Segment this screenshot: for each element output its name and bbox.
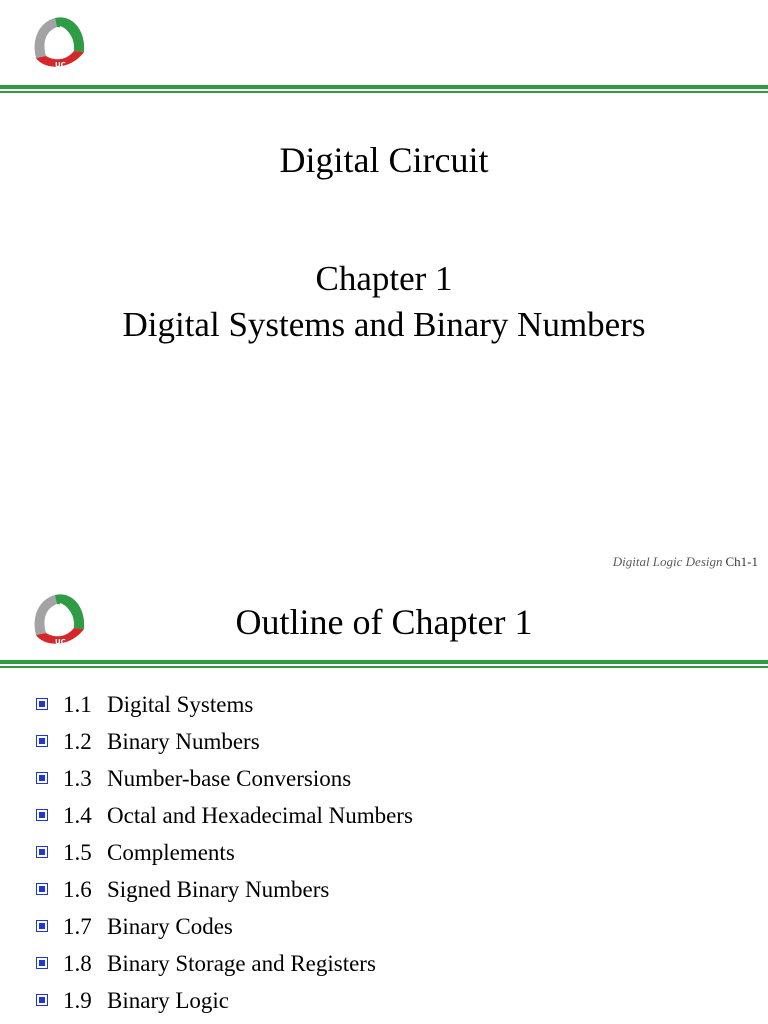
header-rule-thick [0, 85, 768, 89]
list-item [0, 723, 768, 760]
square-bullet-icon [36, 846, 48, 858]
university-logo [28, 14, 88, 72]
list-item [0, 871, 768, 908]
square-bullet-icon [36, 809, 48, 821]
section-number: 1.3 [63, 766, 92, 791]
list-item [0, 834, 768, 871]
section-number: 1.6 [63, 877, 92, 902]
square-bullet-icon [36, 920, 48, 932]
header-rule-thin [0, 91, 768, 93]
outline-title: Outline of Chapter 1 [235, 602, 533, 642]
section-label: Signed Binary Numbers [107, 877, 330, 902]
section-number: 1.8 [63, 951, 92, 976]
square-bullet-icon [36, 994, 48, 1006]
square-bullet-icon [36, 883, 48, 895]
list-item [0, 760, 768, 797]
section-number: 1.5 [63, 840, 92, 865]
section-number: 1.2 [63, 729, 92, 754]
section-label: Binary Logic [107, 988, 229, 1013]
section-number: 1.4 [63, 803, 92, 828]
footer-course-name: Digital Logic Design [612, 554, 723, 569]
square-bullet-icon [36, 957, 48, 969]
section-label: Binary Storage and Registers [107, 951, 376, 976]
outline-list [0, 686, 768, 1019]
slide-title-text: Digital Circuit [279, 140, 489, 180]
section-label: Octal and Hexadecimal Numbers [107, 803, 413, 828]
logo-lettering: UC [55, 638, 66, 646]
list-item [0, 982, 768, 1019]
list-item [0, 686, 768, 723]
section-label: Number-base Conversions [107, 766, 352, 791]
list-item [0, 945, 768, 982]
section-label: Complements [107, 840, 235, 865]
square-bullet-icon [36, 698, 48, 710]
slide-outline [0, 578, 768, 1024]
footer-page-number: Ch1-1 [725, 554, 758, 569]
header-rule-thin [0, 666, 768, 668]
section-number: 1.1 [63, 692, 92, 717]
section-label: Binary Numbers [107, 729, 260, 754]
section-label: Binary Codes [107, 914, 233, 939]
section-number: 1.7 [63, 914, 92, 939]
square-bullet-icon [36, 772, 48, 784]
logo-lettering: UC [55, 61, 66, 69]
logo-icon [28, 14, 88, 72]
chapter-subtitle: Digital Systems and Binary Numbers [122, 305, 646, 344]
slide-footer [613, 554, 758, 570]
square-bullet-icon [36, 735, 48, 747]
chapter-heading: Chapter 1 [315, 259, 453, 298]
list-item [0, 797, 768, 834]
section-label: Digital Systems [107, 692, 254, 717]
header-rule-thick [0, 660, 768, 664]
list-item [0, 908, 768, 945]
section-number: 1.9 [63, 988, 92, 1013]
